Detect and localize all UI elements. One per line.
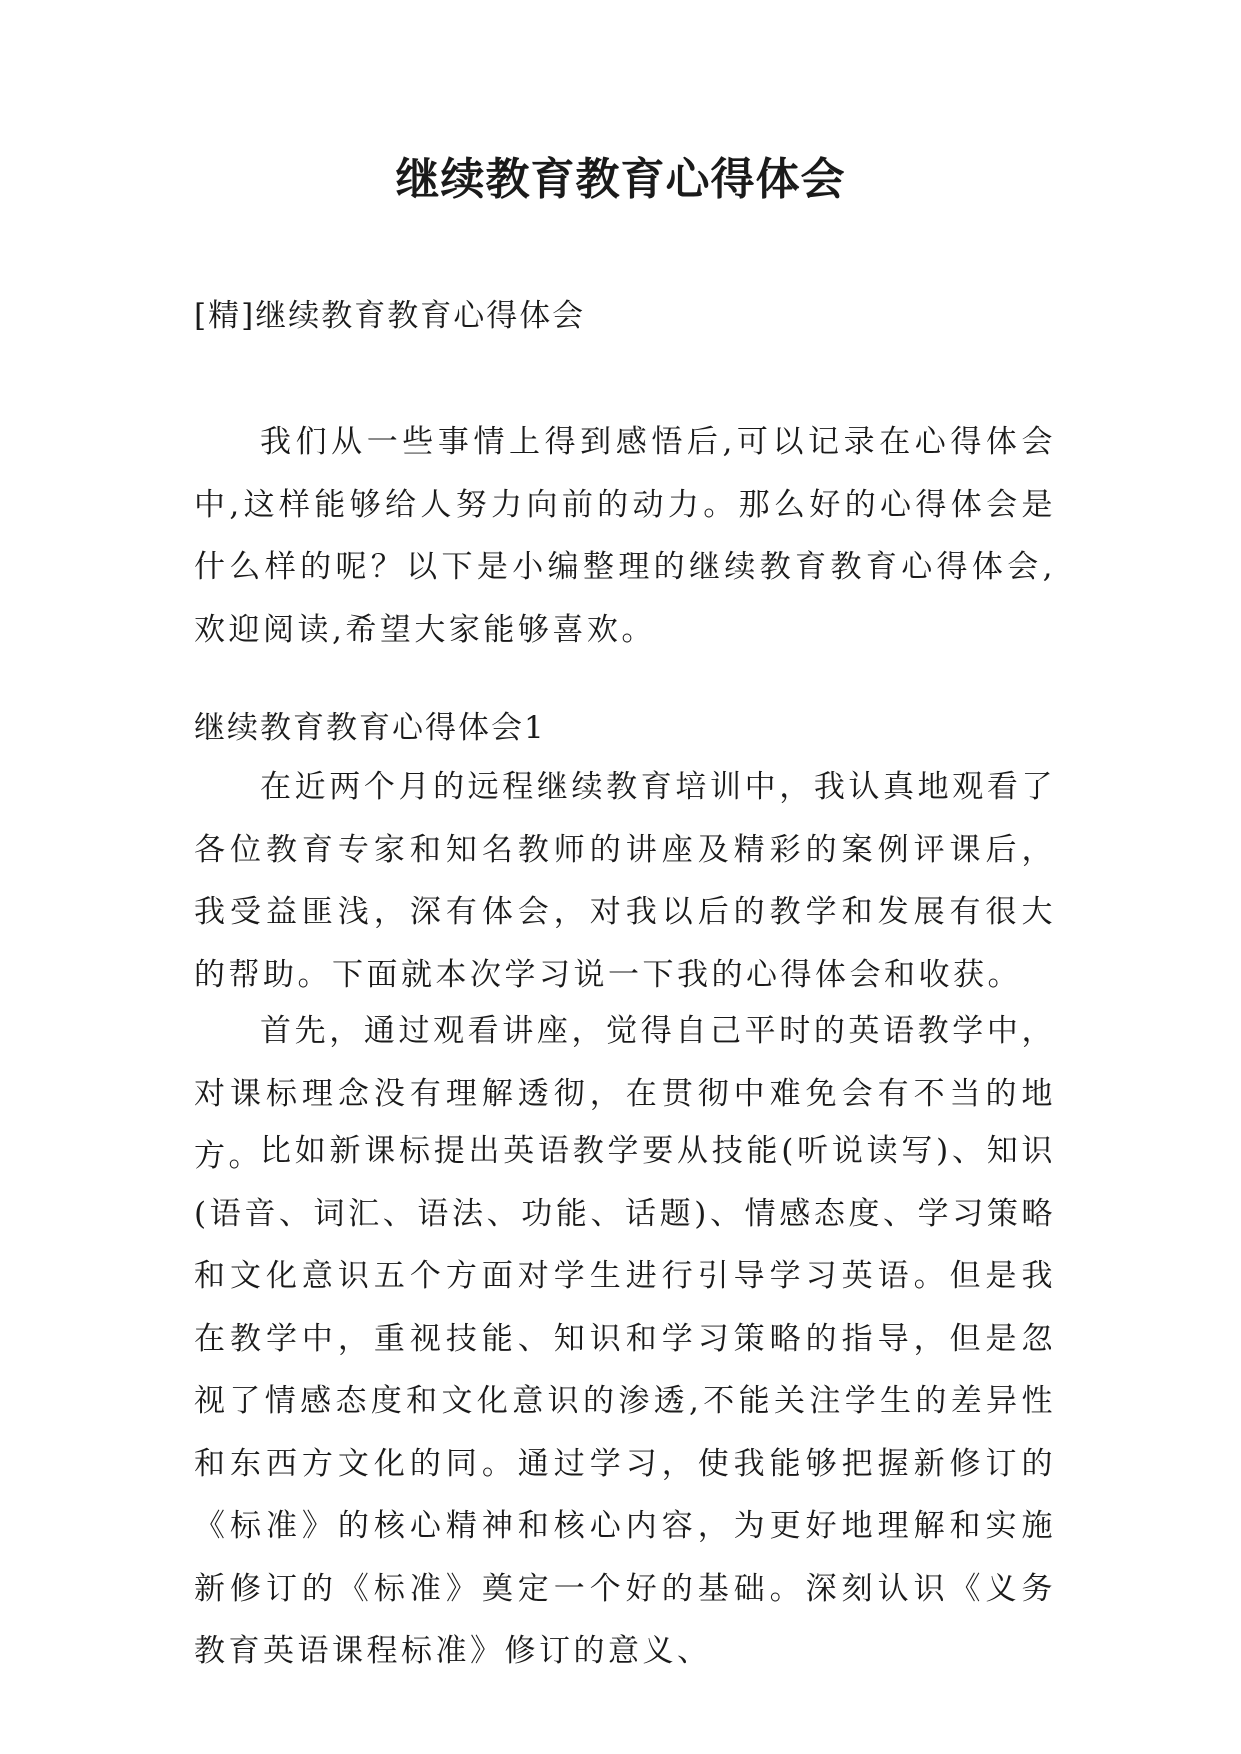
section-heading: 继续教育教育心得体会1 bbox=[194, 710, 546, 746]
document-title: 继续教育教育心得体会 bbox=[395, 154, 846, 205]
body-paragraph-3: 比如新课标提出英语教学要从技能(听说读写)、知识(语音、词汇、语法、功能、话题)、情感态度、学习策略和文化意识五个方面对学生进行引导学习英语。但是我在教学中，重视技能、知识和学习策略的指导，但是忽视了情感态度和文化意识的渗透,不能关注学生的差异性和东西方文化的同。通过学习，使我能够把握新修订的《标准》的核心精神和核心内容，为更好地理解和实施新修订的《标准》奠定一个好的基础。深刻认识《义务教育英语课程标准》修订的意义、 bbox=[194, 1133, 1056, 1669]
body-paragraph-1: 在近两个月的远程继续教育培训中，我认真地观看了各位教育专家和知名教师的讲座及精彩的案例评课后，我受益匪浅，深有体会，对我以后的教学和发展有很大的帮助。下面就本次学习说一下我的心得体会和收获。 bbox=[194, 769, 1056, 993]
document-subtitle: [精]继续教育教育心得体会 bbox=[194, 298, 586, 334]
body-paragraph-2: 首先，通过观看讲座，觉得自己平时的英语教学中，对课标理念没有理解透彻，在贯彻中难免会有不当的地方。 bbox=[194, 1013, 1056, 1174]
intro-paragraph: 我们从一些事情上得到感悟后,可以记录在心得体会中,这样能够给人努力向前的动力。那么好的心得体会是什么样的呢？以下是小编整理的继续教育教育心得体会,欢迎阅读,希望大家能够喜欢。 bbox=[194, 424, 1056, 648]
